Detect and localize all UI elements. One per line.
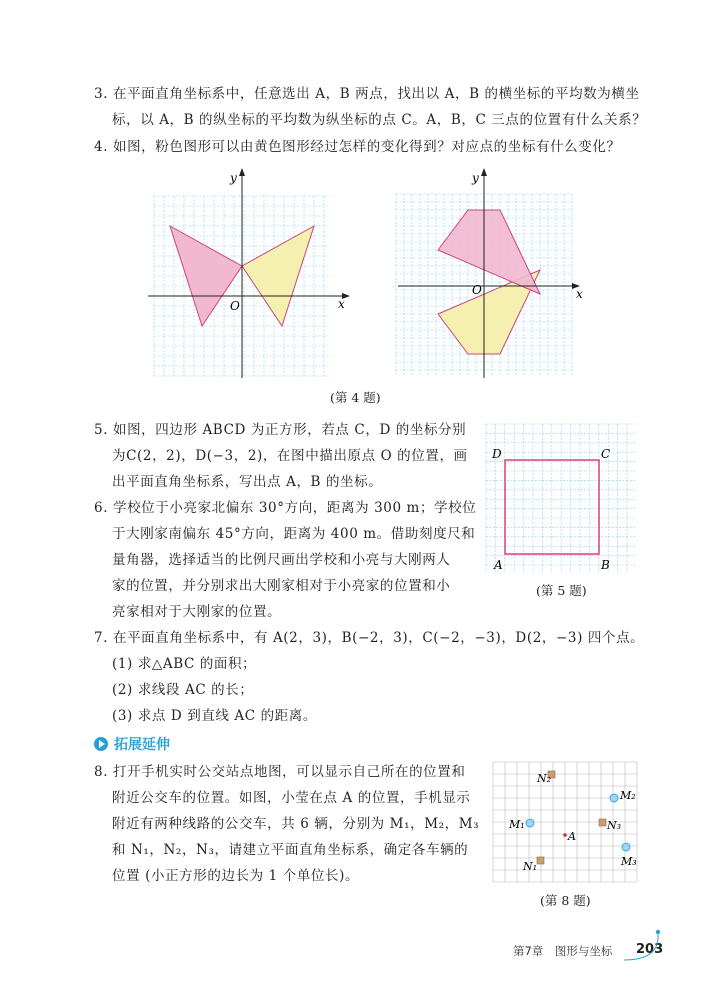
q3-line-2: 标，以 A，B 的纵坐标的平均数为纵坐标的点 C。A，B，C 三点的位置有什么关系？: [112, 112, 647, 128]
q4-right-origin-label: O: [472, 283, 482, 297]
q4-left-y-arrow: [239, 168, 245, 176]
m1-label: M₁: [509, 818, 525, 831]
q4-figure-right: [396, 170, 583, 380]
page-number-decoration: [620, 926, 664, 966]
m3-marker: [622, 843, 630, 851]
q8-line-4: 和 N₁，N₂，N₃，请建立平面直角坐标系，确定各车辆的: [112, 842, 469, 858]
q4-caption: (第 4 题): [330, 390, 381, 405]
m2-marker: [610, 794, 618, 802]
m3-label: M₃: [621, 855, 637, 868]
q4-left-y-label: y: [230, 171, 237, 185]
n1-marker: [537, 857, 544, 864]
q6-line-1: 6. 学校位于小亮家北偏东 30°方向，距离为 300 m；学校位: [94, 500, 477, 516]
point-a-marker: [563, 833, 567, 837]
q5-line-1: 5. 如图，四边形 ABCD 为正方形，若点 C，D 的坐标分别: [94, 422, 467, 438]
q5-line-2: 为C(2，2)，D(−3，2)，在图中描出原点 O 的位置，画: [112, 448, 468, 464]
q5-label-a: A: [494, 558, 503, 572]
q4-line-1: 4. 如图，粉色图形可以由黄色图形经过怎样的变化得到？对应点的坐标有什么变化？: [94, 139, 621, 155]
section-header: [94, 734, 170, 754]
q4-left-origin-label: O: [230, 299, 240, 313]
page-number: 203: [636, 942, 664, 957]
q4-left-yellow-shape: [242, 226, 314, 326]
n3-marker: [599, 819, 606, 826]
q5-caption: (第 5 题): [536, 583, 587, 598]
q4-right-y-arrow: [481, 168, 487, 176]
q5-label-d: D: [492, 447, 502, 461]
q6-line-3: 量角器，选择适当的比例尺画出学校和小亮与大刚两人: [112, 552, 451, 568]
q8-line-2: 附近公交车的位置。如图，小莹在点 A 的位置，手机显示: [112, 790, 471, 806]
q6-line-4: 家的位置，并分别求出大刚家相对于小亮家的位置和小: [112, 578, 451, 594]
n3-label: N₃: [607, 819, 622, 832]
q4-right-x-label: x: [576, 287, 583, 301]
q5-figure: [486, 424, 638, 574]
q5-grid: [486, 424, 636, 572]
q4-right-y-label: y: [472, 171, 479, 185]
q8-line-1: 8. 打开手机实时公交站点地图，可以显示自己所在的位置和: [94, 764, 466, 780]
q8-figure: [493, 762, 645, 886]
q5-line-3: 出平面直角坐标系，写出点 A，B 的坐标。: [112, 474, 383, 490]
m1-marker: [526, 819, 534, 827]
n1-label: N₁: [523, 860, 538, 873]
q5-label-b: B: [601, 558, 610, 572]
q6-line-2: 于大刚家南偏东 45°方向，距离为 400 m。借助刻度尺和: [112, 526, 476, 542]
point-a-label: A: [568, 830, 576, 843]
q7-sub-1: (1) 求△ABC 的面积；: [112, 656, 257, 672]
play-icon: [94, 737, 108, 751]
q8-line-5: 位置 (小正方形的边长为 1 个单位长)。: [112, 868, 360, 884]
q4-figure-left: [146, 170, 356, 380]
q7-line-1: 7. 在平面直角坐标系中，有 A(2，3)，B(−2，3)，C(−2，−3)，D(2，−3) 四个点。: [94, 630, 645, 646]
q4-left-x-label: x: [338, 297, 345, 311]
section-title: 拓展延伸: [114, 737, 170, 753]
m2-label: M₂: [620, 789, 636, 802]
q6-line-5: 亮家相对于大刚家的位置。: [112, 604, 282, 620]
q7-sub-3: (3) 求点 D 到直线 AC 的距离。: [112, 708, 317, 724]
footer-chapter: 第7章 图形与坐标: [513, 944, 613, 958]
n2-label: N₂: [537, 772, 552, 785]
q8-caption: (第 8 题): [540, 893, 591, 908]
q4-right-pink-shape: [438, 210, 540, 294]
q3-line-1: 3. 在平面直角坐标系中，任意选出 A，B 两点，找出以 A，B 的横坐标的平均数为横坐: [94, 86, 640, 102]
q7-sub-2: (2) 求线段 AC 的长；: [112, 682, 254, 698]
q5-label-c: C: [601, 447, 611, 461]
q8-line-3: 附近有两种线路的公交车，共 6 辆，分别为 M₁，M₂，M₃: [112, 816, 480, 832]
